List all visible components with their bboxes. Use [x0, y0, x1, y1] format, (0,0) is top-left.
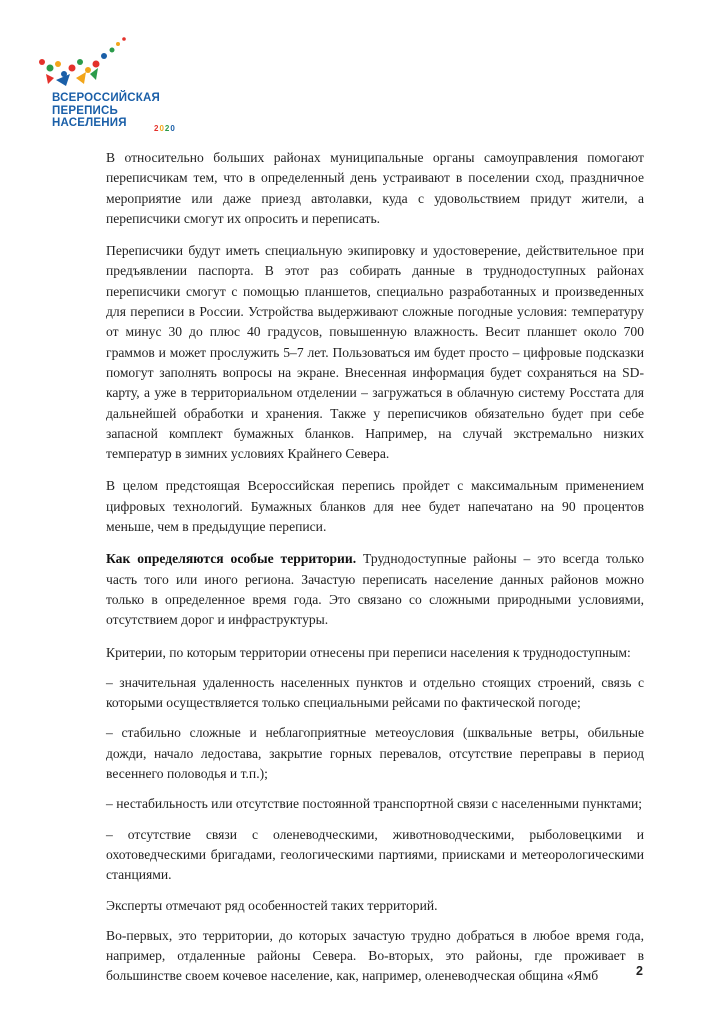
census-logo	[36, 34, 196, 138]
logo-year-digit: 2	[154, 124, 160, 133]
logo-year-digit: 0	[170, 124, 176, 133]
document-body	[106, 148, 644, 999]
logo-year	[154, 124, 176, 133]
criteria-item: – отсутствие связи с оленеводческими, животноводческими, рыболовецкими и охотоведческими бригадами, геологическими партиями, приисками и метеорологическими станциями.	[106, 826, 644, 883]
paragraph	[106, 549, 644, 630]
criteria-item: – стабильно сложные и неблагоприятные метеоусловия (шквальные ветры, обильные дожди, начало ледостава, закрытие горных перевалов, отсутствие переправы в период весеннего половодья и т.п.);	[106, 725, 644, 782]
census-logo-text	[52, 92, 160, 130]
logo-year-digit: 2	[164, 124, 171, 133]
paragraph: В целом предстоящая Всероссийская перепись пройдет с максимальным применением цифровых технологий. Бумажных бланков для нее будет напечатано на 90 процентов меньше, чем в предыдущие переписи.	[106, 478, 644, 535]
paragraph: Эксперты отмечают ряд особенностей таких территорий.	[106, 897, 438, 913]
census-logo-figures-icon	[36, 34, 196, 94]
section-heading: Как определяются особые территории.	[106, 551, 357, 567]
page-number: 2	[636, 964, 643, 978]
logo-line-1: ВСЕРОССИЙСКАЯ	[52, 92, 160, 104]
paragraph-text: Труднодоступные районы – это всегда только часть того или иного региона. Зачастую переписать население данных районов можно только в определенное время года. Это связано со сложными природными условиями, отсутствием дорог и инфраструктуры.	[106, 551, 644, 628]
criteria-item: – значительная удаленность населенных пунктов и отдельно стоящих строений, связь с которыми осуществляется только специальными рейсами по фактической погоде;	[106, 674, 644, 711]
logo-line-3: НАСЕЛЕНИЯ	[52, 117, 127, 129]
criteria-item: – нестабильность или отсутствие постоянной транспортной связи с населенными пунктами;	[106, 796, 643, 812]
paragraph: Во-первых, это территории, до которых зачастую трудно добраться в любое время года, например, отдаленные районы Севера. Во-вторых, это районы, где проживает в большинстве своем кочевое население, как, например, оленеводческая община «Ямб	[106, 927, 644, 984]
logo-line-2: ПЕРЕПИСЬ	[52, 104, 118, 117]
paragraph: В относительно больших районах муниципальные органы самоуправления помогают переписчикам тем, что в определенный день устраивают в поселении сход, праздничное мероприятие или даже приезд автолавки, куда с удовольствием придут жители, а переписчики смогут их опросить и переписать.	[106, 150, 644, 226]
paragraph: Критерии, по которым территории отнесены при переписи населения к труднодоступным:	[106, 644, 631, 660]
paragraph: Переписчики будут иметь специальную экипировку и удостоверение, действительное при предъявлении паспорта. В этот раз собирать данные в труднодоступных районах переписчики смогут с помощью планшетов, специально разработанных и произведенных для переписи в России. Устройства выдерживают сложные погодные условия: температуру от минус 30 до плюс 40 градусов, повышенную влажность. Весит планшет около 700 граммов и может прослужить 5–7 лет. Пользоваться им будет просто – цифровые подсказки помогут заполнять вопросы на экране. Внесенная информация будет сохраняться на SD-карту, а уже в территориальном отделении – загружаться в облачную систему Росстата для дальнейшей обработки и хранения. Также у переписчиков обязательно будет при себе запасной комплект бумажных бланков. Например, на случай экстремально низких температур в зимних условиях Крайнего Севера.	[106, 243, 644, 462]
logo-year-digit: 0	[159, 124, 165, 133]
